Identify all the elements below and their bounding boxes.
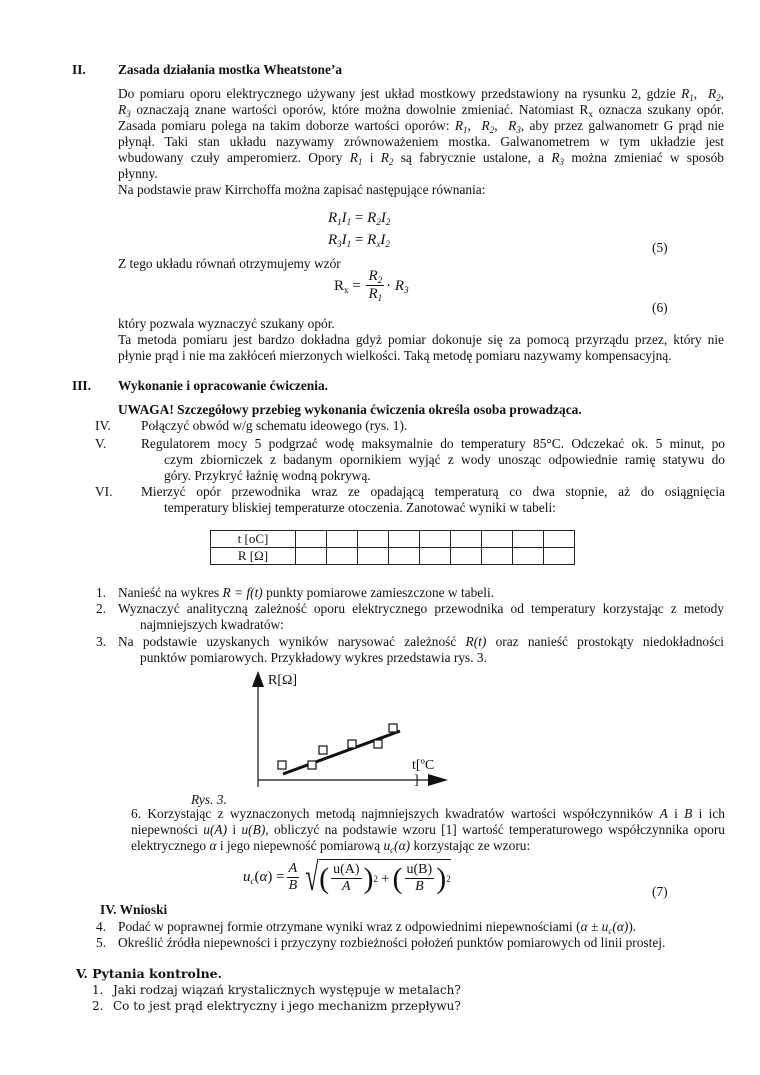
equation-6-number: (6) bbox=[652, 300, 668, 315]
conclusion-4-number: 4. bbox=[96, 919, 107, 934]
question-1-number: 1. bbox=[92, 983, 104, 997]
equation-5-line-1: $R_1I_1 = R_2I_2$ bbox=[328, 210, 391, 227]
table-cell[interactable] bbox=[389, 548, 420, 565]
row-label-temperature: t [oC] bbox=[211, 531, 296, 548]
conclusion-5-number: 5. bbox=[96, 935, 107, 950]
after-eq6-text: który pozwala wyznaczyć szukany opór. bbox=[118, 316, 335, 331]
table-cell[interactable] bbox=[358, 531, 389, 548]
warning-text: UWAGA! Szczegółowy przebieg wykonania ćwiczenia określa osoba prowadząca. bbox=[118, 402, 582, 417]
step-vi-text: Mierzyć opór przewodnika wraz ze opadającą temperaturą co dwa stopnie, aż do osiągnięcia temperatury bliskiej temperaturze otoczenia. Zanotować wyniki w tabeli: bbox=[141, 484, 725, 515]
p1-line-6: płynny. bbox=[118, 166, 158, 181]
task-1-text: Nanieść na wykres R = f(t) punkty pomiarowe zamieszczone w tabeli. bbox=[118, 585, 495, 600]
y-axis-arrow-icon bbox=[252, 671, 264, 687]
step-v-text: Regulatorem mocy 5 podgrzać wodę maksymalnie do temperatury 85°C. Odczekać ok. 5 minut, po czym zbiorniczek z badanym opornikiem wyjąć z wody unosząc odpowiednie ramię statywu do góry. Przykryć łaźnię wodną pokrywą. bbox=[141, 436, 725, 483]
step-vi-numeral: VI. bbox=[95, 484, 113, 499]
task-2-text: Wyznaczyć analityczną zależność oporu elektrycznego przewodnika od temperatury korzystając z metody najmniejszych kwadratów: bbox=[118, 601, 724, 632]
x-axis-label: t[ºC bbox=[412, 758, 435, 773]
table-cell[interactable] bbox=[420, 548, 451, 565]
from-system-text: Z tego układu równań otrzymujemy wzór bbox=[118, 256, 341, 271]
table-row-temperature bbox=[211, 531, 575, 548]
p2-line-1: Ta metoda pomiaru jest bardzo dokładna gdyż pomiar dokonuje się za pomocą przyrządu przez, który nie bbox=[118, 332, 724, 347]
table-cell[interactable] bbox=[513, 548, 544, 565]
table-cell[interactable] bbox=[420, 531, 451, 548]
task-3-number: 3. bbox=[96, 634, 107, 649]
step-v-numeral: V. bbox=[95, 436, 107, 451]
step-iv-text: Połączyć obwód w/g schematu ideowego (rys. 1). bbox=[141, 418, 408, 433]
question-1-text: Jaki rodzaj wiązań krystalicznych występuje w metalach? bbox=[113, 983, 461, 997]
equation-5-line-2: $R_3I_1 = R_xI_2$ bbox=[328, 232, 390, 249]
table-cell[interactable] bbox=[451, 531, 482, 548]
table-cell[interactable] bbox=[482, 531, 513, 548]
equation-7-number: (7) bbox=[652, 884, 668, 899]
table-cell[interactable] bbox=[482, 548, 513, 565]
table-cell[interactable] bbox=[544, 531, 575, 548]
table-cell[interactable] bbox=[296, 531, 327, 548]
table-cell[interactable] bbox=[296, 548, 327, 565]
conclusion-5-text: Określić źródła niepewności i przyczyny rozbieżności położeń punktów pomiarowych od linii prostej. bbox=[118, 935, 666, 950]
table-cell[interactable] bbox=[327, 531, 358, 548]
p1-line-3: Zasada pomiaru polega na takim doborze wartości oporów: $R_1$, $R_2$, $R_3$, aby przez galwanometr G prąd nie bbox=[118, 118, 724, 135]
p2-line-2: płynie prąd i nie ma zakłóceń mierzonych wielkości. Taką metodę pomiaru nazywamy kompensacyjną. bbox=[118, 348, 672, 363]
p1-line-5: wbudowany czuły amperomierz. Opory $R_1$ i $R_2$ są fabrycznie ustalone, a $R_3$ można zmieniać w sposób bbox=[118, 150, 725, 167]
table-cell[interactable] bbox=[389, 531, 420, 548]
table-cell[interactable] bbox=[358, 548, 389, 565]
kirchhoff-intro: Na podstawie praw Kirrchoffa można zapisać następujące równania: bbox=[118, 182, 486, 197]
equation-5-number: (5) bbox=[652, 240, 668, 255]
table-cell[interactable] bbox=[544, 548, 575, 565]
table-cell[interactable] bbox=[513, 531, 544, 548]
task-6-text: 6. Korzystając z wyznaczonych metodą najmniejszych kwadratów wartości współczynników A i B i ich niepewności u(A) i u(B), obliczyć na podstawie wzoru [1] wartość temperaturowego współczynnika oporu elektrycznego α i jego niepewność pomiarową $u_c(\alpha)$ korzystając ze wzoru: bbox=[131, 806, 726, 855]
equation-6: $R_x$ = $\frac{R_2}{R_1}$ · $R_3$ bbox=[334, 268, 409, 303]
section-4-title: IV. Wnioski bbox=[100, 902, 168, 917]
question-2-number: 2. bbox=[92, 999, 104, 1013]
equation-7: $u_c$ (α) = $\frac{A}{B}$ √ ( $\frac{u(A)}{A}$ ) 2 + ( $\frac{u(B)}{B}$ ) 2 bbox=[243, 854, 451, 899]
x-axis-label-bracket: ] bbox=[414, 773, 419, 788]
p1-line-1: Do pomiaru oporu elektrycznego używany jest układ mostkowy przedstawiony na rysunku 2, gdzie $R_1$, $R_2$, bbox=[118, 86, 724, 103]
conclusion-4-text: Podać w poprawnej formie otrzymane wyniki wraz z odpowiednimi niepewnościami $(\alpha \pm u_c(\alpha))$. bbox=[118, 919, 637, 936]
table-cell[interactable] bbox=[451, 548, 482, 565]
table-cell[interactable] bbox=[327, 548, 358, 565]
section-2-title: Zasada działania mostka Wheatstone’a bbox=[118, 62, 343, 77]
section-2-paragraph-1 bbox=[118, 86, 724, 198]
table-row-resistance bbox=[211, 548, 575, 565]
row-label-resistance: R [Ω] bbox=[211, 548, 296, 565]
p1-line-4: płynął. Taki stan układu nazywamy zrównoważeniem mostka. Galwanometrem w tym układzie jest bbox=[118, 134, 724, 149]
task-1-number: 1. bbox=[96, 585, 107, 600]
section-2-paragraph-2 bbox=[118, 316, 724, 364]
section-2-numeral: II. bbox=[72, 62, 86, 77]
x-axis-arrow-icon bbox=[428, 774, 448, 786]
results-table bbox=[210, 530, 575, 565]
data-points bbox=[278, 724, 397, 769]
task-2-number: 2. bbox=[96, 601, 107, 616]
task-3-text: Na podstawie uzyskanych wyników narysować zależność R(t) oraz nanieść prostokąty niedokładności punktów pomiarowych. Przykładowy wykres przedstawia rys. 3. bbox=[118, 634, 724, 665]
figure-caption: Rys. 3. bbox=[191, 792, 227, 807]
question-2-text: Co to jest prąd elektryczny i jego mechanizm przepływu? bbox=[113, 999, 461, 1013]
y-axis-label: R[Ω] bbox=[268, 673, 298, 688]
step-iv-numeral: IV. bbox=[95, 418, 111, 433]
section-3-title: Wykonanie i opracowanie ćwiczenia. bbox=[118, 378, 329, 393]
p1-line-2: $R_3$ oznaczają znane wartości oporów, które można dowolnie zmieniać. Natomiast $R_x$ oznacza szukany opór. bbox=[118, 102, 724, 119]
section-3-numeral: III. bbox=[72, 378, 91, 393]
section-5-title: V. Pytania kontrolne. bbox=[76, 966, 222, 981]
